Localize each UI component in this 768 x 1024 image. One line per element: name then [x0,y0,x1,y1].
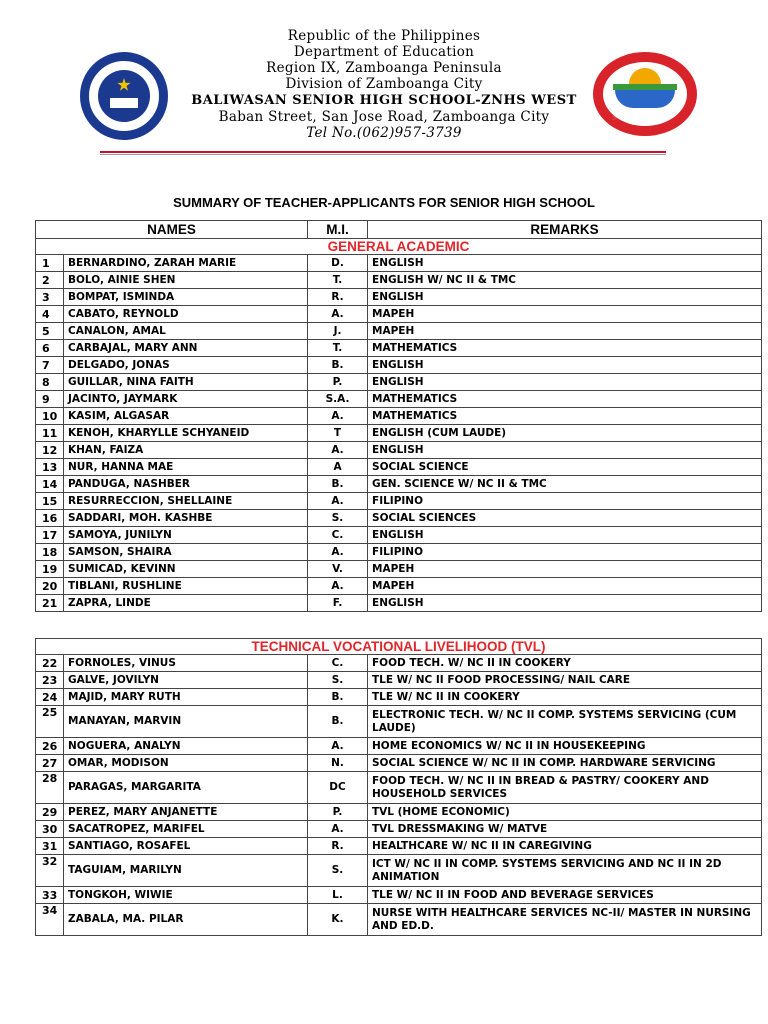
row-number: 8 [36,374,64,391]
middle-initial: B. [308,357,368,374]
remarks-cell: TLE W/ NC II IN FOOD AND BEVERAGE SERVICES [368,887,762,904]
applicant-name: PANDUGA, NASHBER [64,476,308,493]
applicant-name: SUMICAD, KEVINN [64,561,308,578]
document-title: SUMMARY OF TEACHER-APPLICANTS FOR SENIOR HIGH SCHOOL [173,195,595,210]
applicant-name: PARAGAS, MARGARITA [64,772,308,804]
middle-initial: A. [308,408,368,425]
row-number: 13 [36,459,64,476]
remarks-cell: SOCIAL SCIENCE W/ NC II IN COMP. HARDWARE SERVICING [368,755,762,772]
middle-initial: C. [308,655,368,672]
middle-initial: P. [308,374,368,391]
school-address: Baban Street, San Jose Road, Zamboanga City [218,109,550,125]
middle-initial: L. [308,887,368,904]
applicant-name: SAMOYA, JUNILYN [64,527,308,544]
row-number: 27 [36,755,64,772]
row-number: 18 [36,544,64,561]
applicant-name: BOLO, AINIE SHEN [64,272,308,289]
middle-initial: K. [308,904,368,936]
row-number: 21 [36,595,64,612]
row-number: 17 [36,527,64,544]
section-header-tvl: TECHNICAL VOCATIONAL LIVELIHOOD (TVL) [36,639,762,655]
middle-initial: J. [308,323,368,340]
row-number: 12 [36,442,64,459]
applicant-name: TIBLANI, RUSHLINE [64,578,308,595]
middle-initial: D. [308,255,368,272]
middle-initial: A [308,459,368,476]
column-header-mi: M.I. [308,221,368,239]
row-number: 32 [36,855,64,887]
table-row [36,595,762,612]
middle-initial: DC [308,772,368,804]
remarks-cell: TLE W/ NC II IN COOKERY [368,689,762,706]
arrow-mark-icon: > [612,113,618,123]
remarks-cell: SOCIAL SCIENCES [368,510,762,527]
applicant-name: GUILLAR, NINA FAITH [64,374,308,391]
middle-initial: F. [308,595,368,612]
table-row [36,772,762,804]
table-row [36,425,762,442]
remarks-cell: TLE W/ NC II FOOD PROCESSING/ NAIL CARE [368,672,762,689]
middle-initial: A. [308,578,368,595]
row-number: 33 [36,887,64,904]
tvl-table [35,638,762,936]
header-divider [100,151,666,153]
row-number: 4 [36,306,64,323]
remarks-cell: ENGLISH [368,595,762,612]
table-row [36,255,762,272]
applicant-name: KENOH, KHARYLLE SCHYANEID [64,425,308,442]
remarks-cell: MAPEH [368,561,762,578]
middle-initial: T. [308,272,368,289]
row-number: 23 [36,672,64,689]
applicant-name: MAJID, MARY RUTH [64,689,308,706]
remarks-cell: FOOD TECH. W/ NC II IN COOKERY [368,655,762,672]
remarks-cell: SOCIAL SCIENCE [368,459,762,476]
table-row [36,408,762,425]
table-row [36,357,762,374]
column-header-names: NAMES [36,221,308,239]
row-number: 11 [36,425,64,442]
middle-initial: V. [308,561,368,578]
table-row [36,755,762,772]
applicant-name: BOMPAT, ISMINDA [64,289,308,306]
school-telephone: Tel No.(062)957-3739 [306,125,462,141]
header-line-3: Region IX, Zamboanga Peninsula [266,60,502,76]
table-row [36,738,762,755]
table-row [36,821,762,838]
remarks-cell: ENGLISH (CUM LAUDE) [368,425,762,442]
applicant-name: JACINTO, JAYMARK [64,391,308,408]
middle-initial: S.A. [308,391,368,408]
applicant-name: BERNARDINO, ZARAH MARIE [64,255,308,272]
remarks-cell: ENGLISH [368,357,762,374]
middle-initial: A. [308,493,368,510]
applicant-name: KASIM, ALGASAR [64,408,308,425]
applicant-name: SAMSON, SHAIRA [64,544,308,561]
applicant-name: TONGKOH, WIWIE [64,887,308,904]
table-row [36,442,762,459]
row-number: 9 [36,391,64,408]
row-number: 2 [36,272,64,289]
applicant-name: KHAN, FAIZA [64,442,308,459]
applicant-name: FORNOLES, VINUS [64,655,308,672]
table-row [36,510,762,527]
table-row [36,374,762,391]
table-row [36,306,762,323]
column-header-remarks: REMARKS [368,221,762,239]
table-row [36,340,762,357]
remarks-cell: MATHEMATICS [368,391,762,408]
middle-initial: A. [308,442,368,459]
remarks-cell: FILIPINO [368,493,762,510]
row-number: 5 [36,323,64,340]
middle-initial: R. [308,838,368,855]
applicant-name: TAGUIAM, MARILYN [64,855,308,887]
applicant-name: NOGUERA, ANALYN [64,738,308,755]
remarks-cell: MAPEH [368,306,762,323]
table-row [36,272,762,289]
header-line-4: Division of Zamboanga City [285,76,483,92]
remarks-cell: MAPEH [368,323,762,340]
table-row [36,476,762,493]
row-number: 7 [36,357,64,374]
header-line-2: Department of Education [293,44,475,60]
row-number: 1 [36,255,64,272]
middle-initial: R. [308,289,368,306]
middle-initial: P. [308,804,368,821]
middle-initial: S. [308,855,368,887]
middle-initial: S. [308,510,368,527]
applicant-name: RESURRECCION, SHELLAINE [64,493,308,510]
middle-initial: A. [308,306,368,323]
table-row [36,323,762,340]
table-row [36,459,762,476]
row-number: 16 [36,510,64,527]
remarks-cell: ENGLISH [368,255,762,272]
remarks-cell: MAPEH [368,578,762,595]
row-number: 6 [36,340,64,357]
row-number: 31 [36,838,64,855]
table-row [36,672,762,689]
row-number: 24 [36,689,64,706]
table-row [36,855,762,887]
general-academic-table [35,220,762,612]
remarks-cell: ENGLISH [368,442,762,459]
header-divider-thin [100,154,666,155]
letterhead [0,28,768,141]
row-number: 3 [36,289,64,306]
middle-initial: A. [308,821,368,838]
school-name: BALIWASAN SENIOR HIGH SCHOOL-ZNHS WEST [191,93,577,108]
middle-initial: A. [308,544,368,561]
row-number: 14 [36,476,64,493]
remarks-cell: ENGLISH [368,289,762,306]
table-row [36,527,762,544]
applicant-name: SANTIAGO, ROSAFEL [64,838,308,855]
middle-initial: B. [308,706,368,738]
table-row [36,578,762,595]
remarks-cell: ENGLISH [368,527,762,544]
applicant-name: DELGADO, JONAS [64,357,308,374]
remarks-cell: ENGLISH [368,374,762,391]
row-number: 26 [36,738,64,755]
remarks-cell: HEALTHCARE W/ NC II IN CAREGIVING [368,838,762,855]
row-number: 15 [36,493,64,510]
table-row [36,804,762,821]
table-row [36,561,762,578]
middle-initial: T [308,425,368,442]
remarks-cell: FILIPINO [368,544,762,561]
applicant-name: ZABALA, MA. PILAR [64,904,308,936]
middle-initial: C. [308,527,368,544]
table-row [36,493,762,510]
remarks-cell: NURSE WITH HEALTHCARE SERVICES NC-II/ MASTER IN NURSING AND ED.D. [368,904,762,936]
middle-initial: B. [308,689,368,706]
applicant-name: CABATO, REYNOLD [64,306,308,323]
applicant-name: SADDARI, MOH. KASHBE [64,510,308,527]
row-number: 30 [36,821,64,838]
row-number: 28 [36,772,64,804]
row-number: 19 [36,561,64,578]
table-row [36,904,762,936]
section-header-general-academic: GENERAL ACADEMIC [36,239,762,255]
remarks-cell: ICT W/ NC II IN COMP. SYSTEMS SERVICING AND NC II IN 2D ANIMATION [368,855,762,887]
row-number: 34 [36,904,64,936]
table-row [36,544,762,561]
table-row [36,887,762,904]
row-number: 20 [36,578,64,595]
remarks-cell: HOME ECONOMICS W/ NC II IN HOUSEKEEPING [368,738,762,755]
table-row [36,838,762,855]
remarks-cell: GEN. SCIENCE W/ NC II & TMC [368,476,762,493]
remarks-cell: MATHEMATICS [368,408,762,425]
middle-initial: N. [308,755,368,772]
row-number: 22 [36,655,64,672]
header-line-1: Republic of the Philippines [287,28,481,44]
middle-initial: S. [308,672,368,689]
table-row [36,689,762,706]
table-row [36,706,762,738]
applicant-name: CARBAJAL, MARY ANN [64,340,308,357]
row-number: 10 [36,408,64,425]
applicant-name: MANAYAN, MARVIN [64,706,308,738]
row-number: 25 [36,706,64,738]
remarks-cell: ELECTRONIC TECH. W/ NC II COMP. SYSTEMS SERVICING (CUM LAUDE) [368,706,762,738]
applicant-name: OMAR, MODISON [64,755,308,772]
middle-initial: T. [308,340,368,357]
remarks-cell: TVL DRESSMAKING W/ MATVE [368,821,762,838]
remarks-cell: TVL (HOME ECONOMIC) [368,804,762,821]
applicant-name: SACATROPEZ, MARIFEL [64,821,308,838]
applicant-name: GALVE, JOVILYN [64,672,308,689]
row-number: 29 [36,804,64,821]
remarks-cell: FOOD TECH. W/ NC II IN BREAD & PASTRY/ COOKERY AND HOUSEHOLD SERVICES [368,772,762,804]
table-row [36,655,762,672]
table-row [36,289,762,306]
middle-initial: A. [308,738,368,755]
applicant-name: PEREZ, MARY ANJANETTE [64,804,308,821]
remarks-cell: ENGLISH W/ NC II & TMC [368,272,762,289]
table-row [36,391,762,408]
remarks-cell: MATHEMATICS [368,340,762,357]
applicant-name: ZAPRA, LINDE [64,595,308,612]
middle-initial: B. [308,476,368,493]
applicant-name: CANALON, AMAL [64,323,308,340]
applicant-name: NUR, HANNA MAE [64,459,308,476]
